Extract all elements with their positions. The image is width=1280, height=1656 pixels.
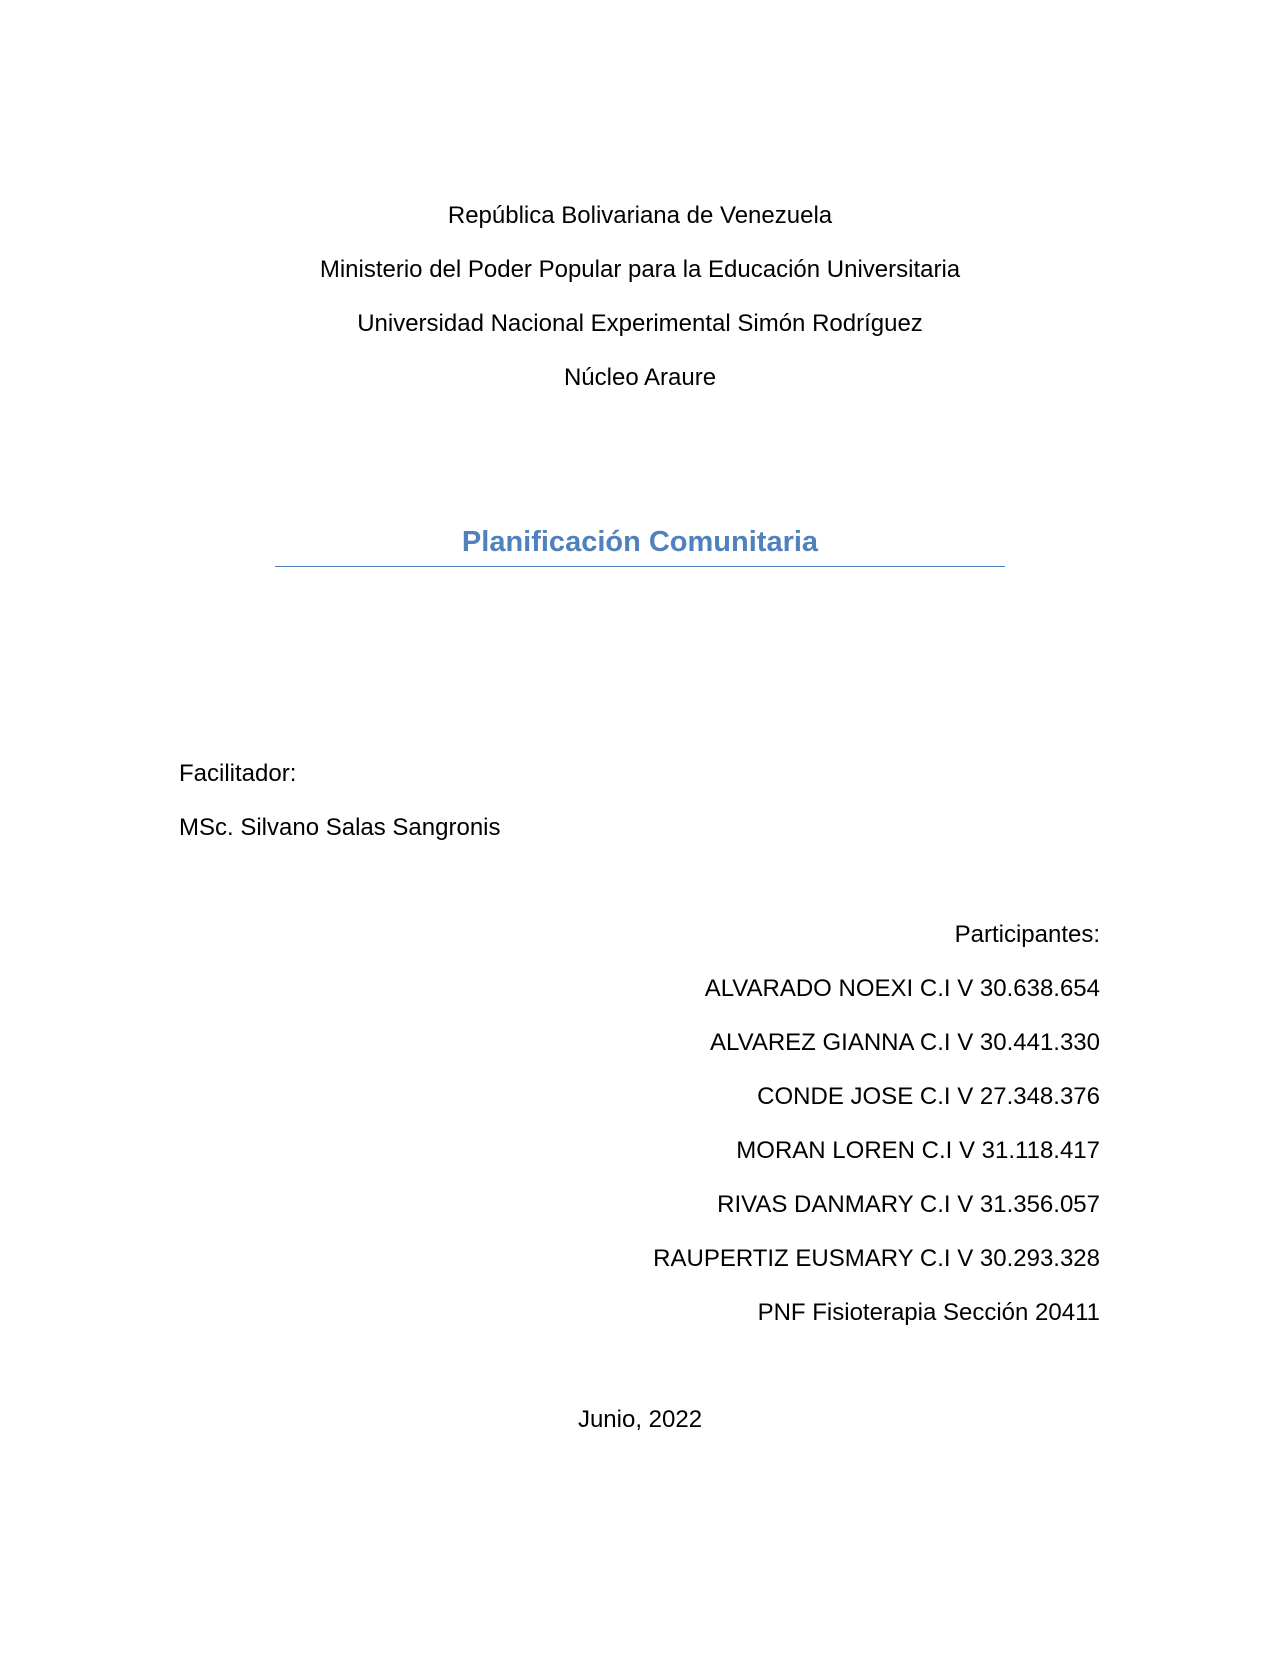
facilitator-name: MSc. Silvano Salas Sangronis — [179, 814, 501, 841]
header-university: Universidad Nacional Experimental Simón Rodríguez — [357, 310, 923, 337]
participant-item: ALVAREZ GIANNA C.I V 30.441.330 — [710, 1029, 1100, 1056]
facilitator-label: Facilitador: — [179, 760, 297, 787]
header-campus: Núcleo Araure — [563, 364, 717, 391]
header-ministry: Ministerio del Poder Popular para la Educación Universitaria — [319, 256, 961, 283]
participant-item: RAUPERTIZ EUSMARY C.I V 30.293.328 — [653, 1245, 1100, 1272]
participant-item: ALVARADO NOEXI C.I V 30.638.654 — [704, 975, 1100, 1002]
participant-item: CONDE JOSE C.I V 27.348.376 — [757, 1083, 1100, 1110]
participants-label: Participantes: — [954, 921, 1100, 948]
title-underline — [275, 566, 1005, 567]
participant-item: RIVAS DANMARY C.I V 31.356.057 — [717, 1191, 1100, 1218]
section-label: PNF Fisioterapia Sección 20411 — [757, 1299, 1100, 1326]
document-date: Junio, 2022 — [577, 1406, 703, 1433]
document-title: Planificación Comunitaria — [461, 526, 819, 558]
header-country: República Bolivariana de Venezuela — [447, 202, 833, 229]
participant-item: MORAN LOREN C.I V 31.118.417 — [736, 1137, 1100, 1164]
